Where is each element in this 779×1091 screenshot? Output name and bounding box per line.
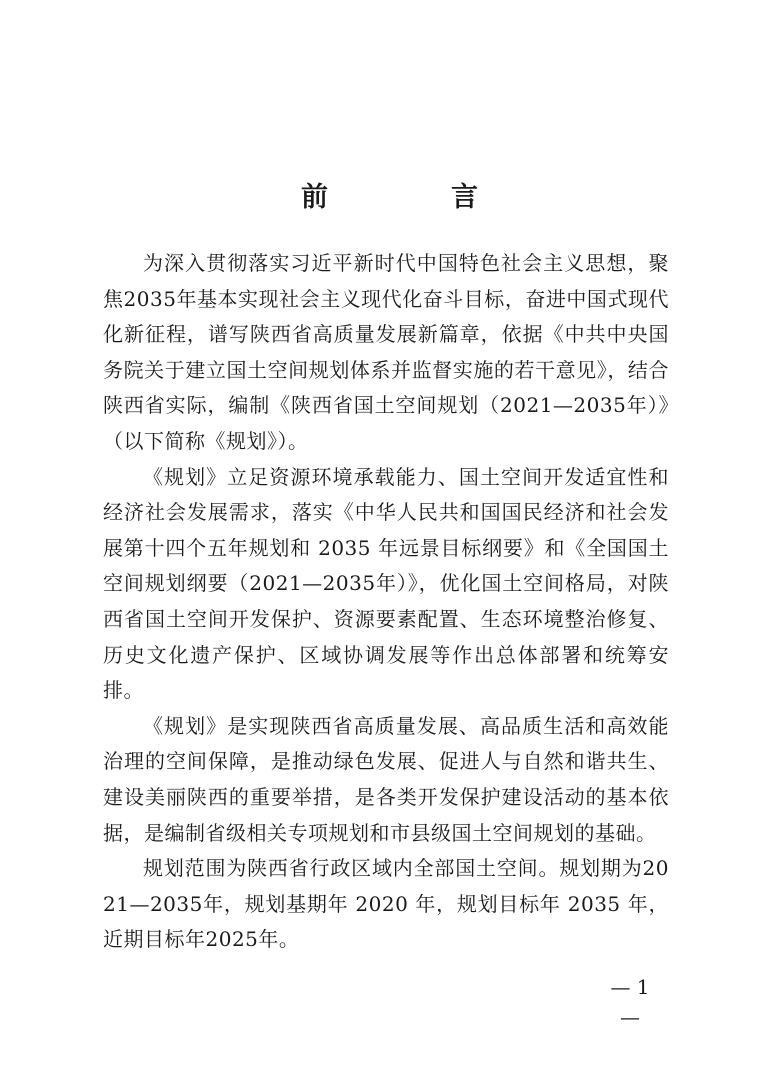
paragraph-3: 《规划》是实现陕西省高质量发展、高品质生活和高效能治理的空间保障，是推动绿色发展、促进人与自然和谐共生、建设美丽陕西的重要举措，是各类开发保护建设活动的基本依据，是编制省级相关专项规划和市县级国土空间规划的基础。	[103, 713, 669, 845]
paragraph-4: 规划范围为陕西省行政区域内全部国土空间。规划期为2021—2035年，规划基期年 2020 年，规划目标年 2035 年，近期目标年2025年。	[103, 856, 669, 952]
body-text	[103, 246, 669, 958]
page-title: 前 言	[301, 182, 526, 213]
paragraph-2: 《规划》立足资源环境承载能力、国土空间开发适宜性和经济社会发展需求，落实《中华人民共和国国民经济和社会发展第十四个五年规划和 2035 年远景目标纲要》和《全国国土空间规划纲要（2021—2035年）》，优化国土空间格局，对陕西省国土空间开发保护、资源要素配置、生态环境整治修复、历史文化遗产保护、区域协调发展等作出总体部署和统筹安排。	[103, 464, 669, 703]
page-number: — 1 —	[610, 975, 650, 1029]
paragraph-1: 为深入贯彻落实习近平新时代中国特色社会主义思想，聚焦2035年基本实现社会主义现代化奋斗目标，奋进中国式现代化新征程，谱写陕西省高质量发展新篇章，依据《中共中央国务院关于建立国土空间规划体系并监督实施的若干意见》，结合陕西省实际，编制《陕西省国土空间规划（2021—2035年）》（以下简称《规划》）。	[103, 251, 669, 453]
